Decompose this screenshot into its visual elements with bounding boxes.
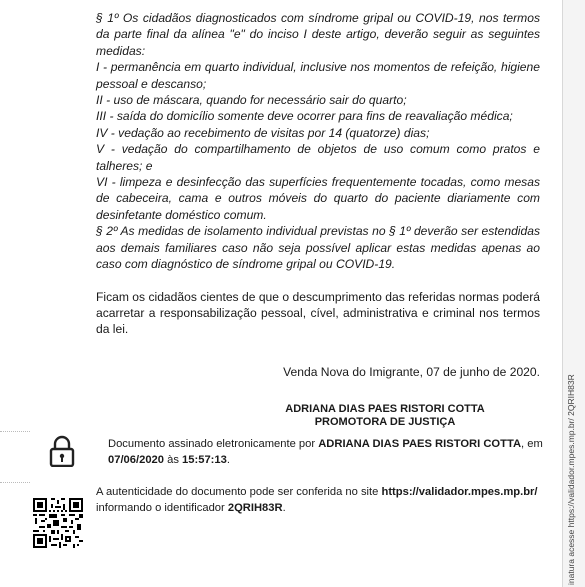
item-ii: II - uso de máscara, quando for necessário sair do quarto; (96, 93, 407, 108)
authenticity-note: A autenticidade do documento pode ser conferida no site https://validador.mpes.mp.br/ informando o identificador 2QRIH83R. (96, 486, 538, 514)
signatory-role: PROMOTORA DE JUSTIÇA (314, 416, 456, 428)
item-v: V - vedação do compartilhamento de objetos de uso comum como pratos e talheres; e (96, 142, 540, 173)
lock-icon (49, 435, 75, 467)
place-date: Venda Nova do Imigrante, 07 de junho de 2020. (283, 365, 540, 379)
item-iv: IV - vedação ao recebimento de visitas por 14 (quatorze) dias; (96, 125, 430, 140)
validator-link[interactable]: https://validador.mpes.mp.br/ (381, 486, 538, 498)
item-i: I - permanência em quarto individual, inclusive nos momentos de refeição, higiene pessoal e descanso; (96, 60, 540, 91)
signature-block (260, 403, 510, 429)
paragraph-1: § 1º Os cidadãos diagnosticados com síndrome gripal ou COVID-19, nos termos da parte final da alínea "e" do inciso I deste artigo, deverão seguir as seguintes medidas: (96, 11, 540, 58)
signatory-name: ADRIANA DIAS PAES RISTORI COTTA (285, 403, 485, 415)
signature-note: Documento assinado eletronicamente por ADRIANA DIAS PAES RISTORI COTTA, em 07/06/2020 às 15:57:13. (108, 438, 543, 466)
vertical-validation-note: inatura acesse https://validador.mpes.mp.br/ 2QRIH83R (566, 374, 576, 585)
item-iii: III - saída do domicílio somente deve ocorrer para fins de reavaliação médica; (96, 109, 513, 124)
document-body (96, 10, 540, 338)
paragraph-3: Ficam os cidadãos cientes de que o descumprimento das referidas normas poderá acarretar a responsabilização pessoal, cível, administrativa e criminal nos termos da lei. (96, 289, 540, 337)
divider-dotted (0, 431, 30, 432)
signer-name: ADRIANA DIAS PAES RISTORI COTTA (318, 438, 522, 450)
qr-code-icon[interactable] (33, 498, 83, 548)
sign-date: 07/06/2020 (108, 453, 164, 466)
document-identifier: 2QRIH83R (227, 501, 283, 514)
sign-time: 15:57:13 (182, 453, 227, 466)
item-vi: VI - limpeza e desinfecção das superfícies frequentemente tocadas, como mesas de cabeceira, cama e outros móveis do quarto do paciente diariamente com desinfetante doméstico comum. (96, 175, 540, 222)
paragraph-2: § 2º As medidas de isolamento individual previstas no § 1º deverão ser estendidas aos demais familiares caso não seja possível aplicar estas medidas apenas ao caso com diagnóstico de síndrome gripal ou COVID-19. (96, 224, 540, 272)
divider-dotted (0, 482, 30, 483)
